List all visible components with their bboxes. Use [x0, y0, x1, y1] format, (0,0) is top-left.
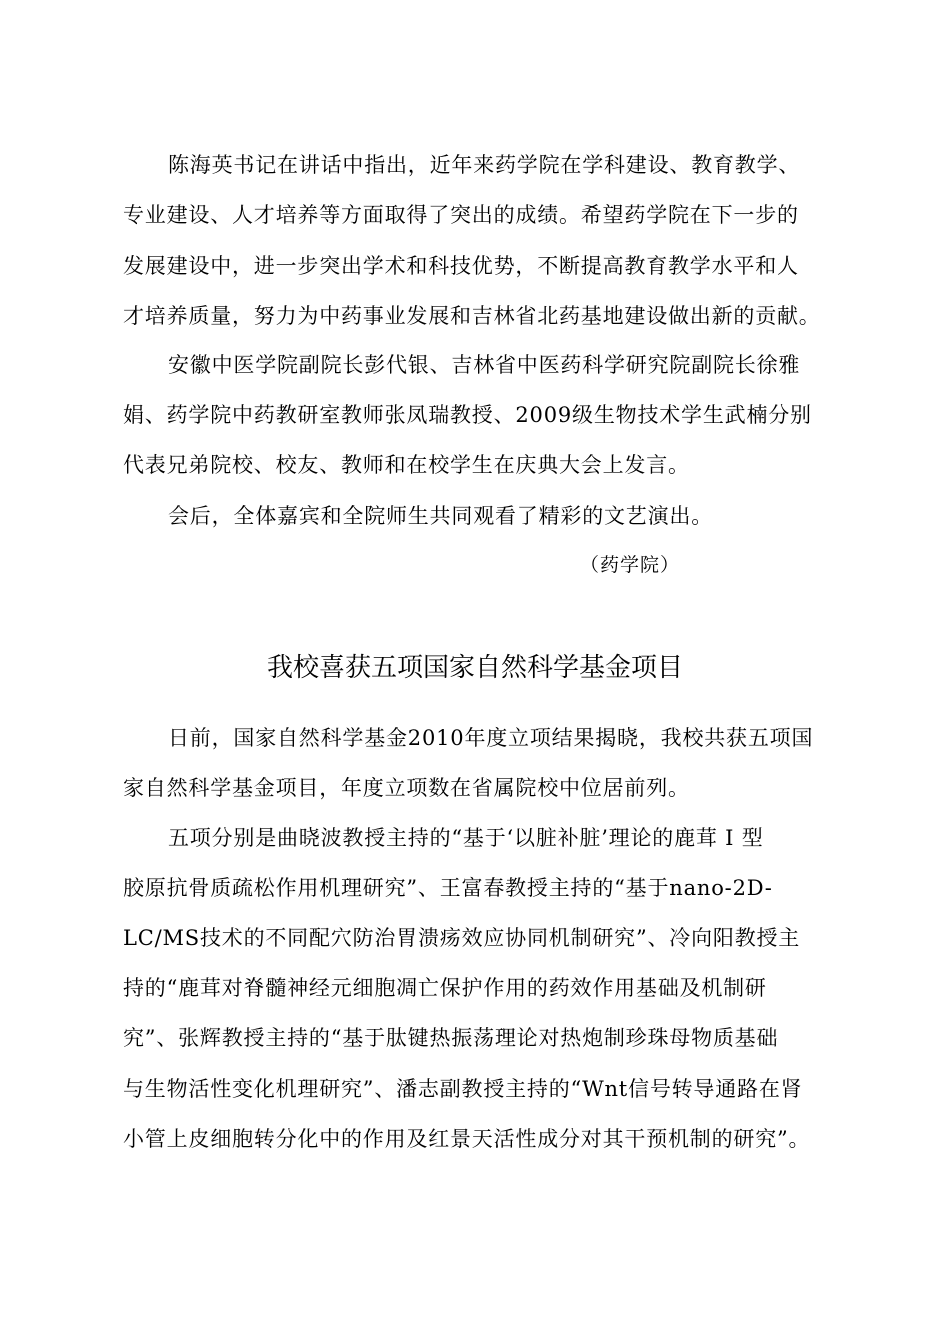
article2-paragraph1-line2: 家自然科学基金项目，年度立项数在省属院校中位居前列。 — [123, 776, 690, 800]
article1-credit: （药学院） — [580, 554, 681, 576]
article1-paragraph3-line1: 会后，全体嘉宾和全院师生共同观看了精彩的文艺演出。 — [168, 504, 713, 528]
article2-paragraph2-line1: 五项分别是曲晓波教授主持的“基于‘以脏补脏’理论的鹿茸 I 型 — [168, 826, 764, 850]
article1-paragraph1-line4: 才培养质量，努力为中药事业发展和吉林省北药基地建设做出新的贡献。 — [123, 304, 821, 328]
article2-paragraph2-line2: 胶原抗骨质疏松作用机理研究”、王富春教授主持的“基于nano-2D- — [123, 876, 773, 900]
article2-paragraph2-line5: 究”、张辉教授主持的“基于肽键热振荡理论对热炮制珍珠母物质基础 — [123, 1026, 779, 1050]
article1-paragraph1-line1: 陈海英书记在讲话中指出，近年来药学院在学科建设、教育教学、 — [168, 153, 801, 177]
article2-paragraph2-line4: 持的“鹿茸对脊髓神经元细胞凋亡保护作用的药效作用基础及机制研 — [123, 976, 767, 1000]
article2-paragraph1-line1: 日前，国家自然科学基金2010年度立项结果揭晓，我校共获五项国 — [168, 726, 814, 750]
article1-paragraph2-line1: 安徽中医学院副院长彭代银、吉林省中医药科学研究院副院长徐雅 — [168, 353, 801, 377]
article1-paragraph2-line3: 代表兄弟院校、校友、教师和在校学生在庆典大会上发言。 — [123, 453, 690, 477]
article2-paragraph2-line6: 与生物活性变化机理研究”、潘志副教授主持的“Wnt信号转导通路在肾 — [123, 1077, 803, 1101]
article1-paragraph2-line2: 娟、药学院中药教研室教师张凤瑞教授、2009级生物技术学生武楠分别 — [123, 403, 812, 427]
article2-paragraph2-line3: LC/MS技术的不同配穴防治胃溃疡效应协同机制研究”、冷向阳教授主 — [123, 926, 801, 950]
article2-paragraph2-line7: 小管上皮细胞转分化中的作用及红景天活性成分对其干预机制的研究”。 — [123, 1127, 811, 1151]
article1-paragraph1-line3: 发展建设中，进一步突出学术和科技优势，不断提高教育教学水平和人 — [123, 254, 799, 278]
article1-paragraph1-line2: 专业建设、人才培养等方面取得了突出的成绩。希望药学院在下一步的 — [123, 203, 799, 227]
article2-title: 我校喜获五项国家自然科学基金项目 — [266, 653, 683, 683]
